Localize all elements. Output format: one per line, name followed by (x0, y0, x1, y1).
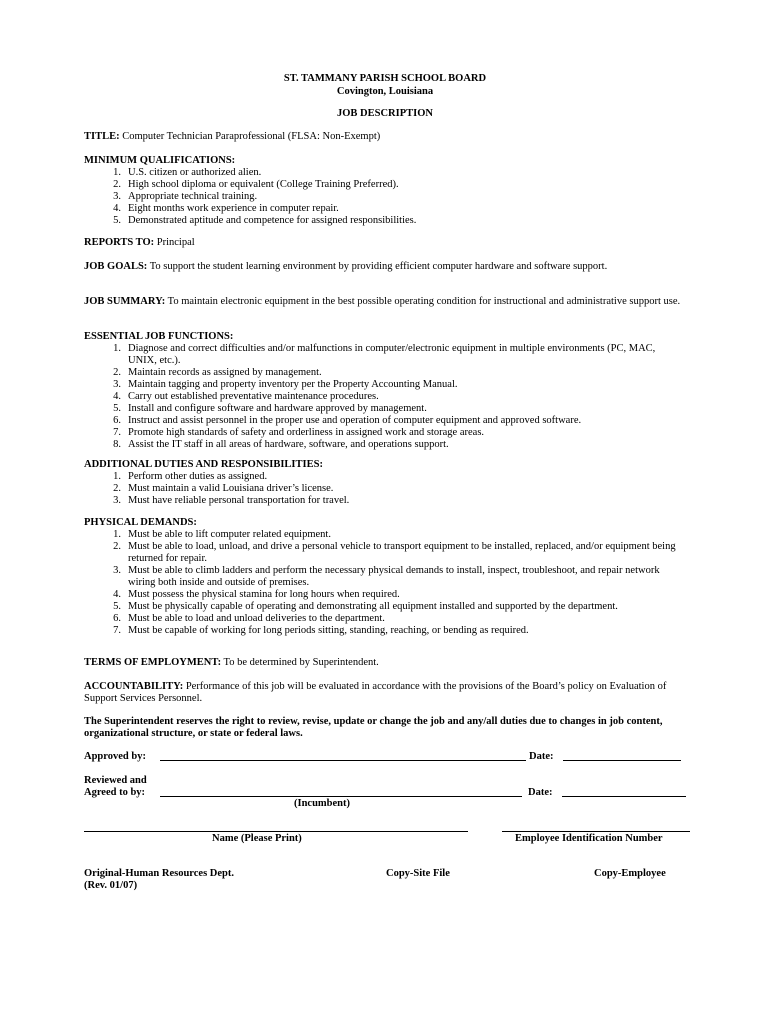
approved-date-label: Date: (529, 751, 554, 762)
list-item: 1. Perform other duties as assigned. (113, 471, 268, 482)
agreed-date-label: Date: (528, 787, 553, 798)
physical-heading: PHYSICAL DEMANDS: (84, 517, 197, 528)
approved-by-label: Approved by: (84, 751, 146, 762)
list-item: 7. Must be capable of working for long periods sitting, standing, reaching, or bending as required. (113, 625, 529, 636)
job-goals-label: JOB GOALS: (84, 261, 148, 272)
title-label: TITLE: (84, 131, 120, 142)
job-summary-text: To maintain electronic equipment in the best possible operating condition for instructional and administrative support use. (167, 296, 681, 307)
minimum-qualifications-section (84, 155, 684, 227)
list-item: 2. Maintain records as assigned by management. (113, 367, 322, 378)
list-item: 4. Eight months work experience in computer repair. (113, 203, 339, 214)
print-name-line[interactable] (84, 822, 468, 832)
min-qual-heading: MINIMUM QUALIFICATIONS: (84, 155, 236, 166)
agreed-label: Agreed to by: (84, 787, 146, 798)
physical-list (84, 529, 684, 637)
job-title-line (84, 131, 684, 143)
list-item: 3. Appropriate technical training. (113, 191, 258, 202)
job-summary-section (84, 296, 684, 308)
accountability-text: Performance of this job will be evaluated in accordance with the provisions of the Board’s policy on Evaluation of Support Services Personnel. (84, 681, 667, 704)
list-item: 1. U.S. citizen or authorized alien. (113, 167, 262, 178)
terms-label: TERMS OF EMPLOYMENT: (84, 657, 222, 668)
reports-to-line (84, 237, 684, 249)
job-goals-text: To support the student learning environment by providing efficient computer hardware and software support. (149, 261, 608, 272)
agreed-signature-line[interactable] (160, 787, 522, 797)
employee-id-label: Employee Identification Number (515, 833, 663, 844)
physical-demands-section (84, 517, 684, 637)
list-item: 3. Must have reliable personal transportation for travel. (113, 495, 350, 506)
footer-copy-site: Copy-Site File (386, 868, 450, 879)
list-item: 5. Install and configure software and hardware approved by management. (113, 403, 427, 414)
essential-functions-section (84, 331, 684, 451)
footer-revision: (Rev. 01/07) (84, 880, 138, 891)
list-item: 3. Must be able to climb ladders and perform the necessary physical demands to install, inspect, troubleshoot, and repair network wiring both inside and outside of premises. (113, 565, 660, 588)
list-item: 2. High school diploma or equivalent (College Training Preferred). (113, 179, 399, 190)
approved-by-signature-line[interactable] (160, 751, 526, 761)
min-qual-list (84, 167, 684, 227)
essential-heading: ESSENTIAL JOB FUNCTIONS: (84, 331, 234, 342)
additional-duties-section (84, 459, 684, 507)
reports-to-value: Principal (156, 237, 195, 248)
title-value: Computer Technician Paraprofessional (FLSA: Non-Exempt) (122, 131, 381, 142)
org-name: ST. TAMMANY PARISH SCHOOL BOARD (283, 73, 487, 84)
list-item: 4. Carry out established preventative maintenance procedures. (113, 391, 379, 402)
agreed-date-line[interactable] (562, 787, 686, 797)
list-item: 6. Instruct and assist personnel in the proper use and operation of computer equipment and approved software. (113, 415, 582, 426)
employee-id-line[interactable] (502, 822, 690, 832)
list-item: 3. Maintain tagging and property inventory per the Property Accounting Manual. (113, 379, 458, 390)
list-item: 4. Must possess the physical stamina for long hours when required. (113, 589, 400, 600)
list-item: 5. Must be physically capable of operating and demonstrating all equipment installed and supported by the department. (113, 601, 618, 612)
list-item: 2. Must maintain a valid Louisiana driver’s license. (113, 483, 334, 494)
terms-of-employment-line (84, 657, 684, 669)
accountability-label: ACCOUNTABILITY: (84, 681, 184, 692)
document-title: JOB DESCRIPTION (337, 108, 433, 119)
org-location: Covington, Louisiana (336, 86, 434, 97)
job-goals-section (84, 261, 684, 273)
list-item: 1. Diagnose and correct difficulties and/or malfunctions in computer/electronic equipment in multiple environments (PC, MAC, UNIX, etc.). (113, 343, 656, 366)
footer-original: Original-Human Resources Dept. (84, 868, 235, 879)
list-item: 8. Assist the IT staff in all areas of hardware, software, and operations support. (113, 439, 449, 450)
reserve-statement: The Superintendent reserves the right to review, revise, update or change the job and any/all duties due to changes in job content, organizational structure, or state or federal laws. (84, 716, 663, 739)
footer-copy-employee: Copy-Employee (594, 868, 666, 879)
additional-heading: ADDITIONAL DUTIES AND RESPONSIBILITIES: (84, 459, 323, 470)
list-item: 5. Demonstrated aptitude and competence for assigned responsibilities. (113, 215, 417, 226)
list-item: 7. Promote high standards of safety and orderliness in assigned work and storage areas. (113, 427, 485, 438)
reports-to-label: REPORTS TO: (84, 237, 155, 248)
essential-list (84, 343, 684, 451)
list-item: 6. Must be able to load and unload deliveries to the department. (113, 613, 385, 624)
accountability-section (84, 681, 684, 705)
list-item: 1. Must be able to lift computer related equipment. (113, 529, 331, 540)
list-item: 2. Must be able to load, unload, and drive a personal vehicle to transport equipment to be installed, replaced, and/or equipment being returned for repair. (113, 541, 676, 564)
additional-list (84, 471, 684, 507)
terms-value: To be determined by Superintendent. (223, 657, 379, 668)
reviewed-label: Reviewed and (84, 775, 147, 786)
print-name-label: Name (Please Print) (212, 833, 302, 844)
approved-date-line[interactable] (563, 751, 681, 761)
job-summary-label: JOB SUMMARY: (84, 296, 166, 307)
incumbent-label: (Incumbent) (294, 798, 351, 809)
